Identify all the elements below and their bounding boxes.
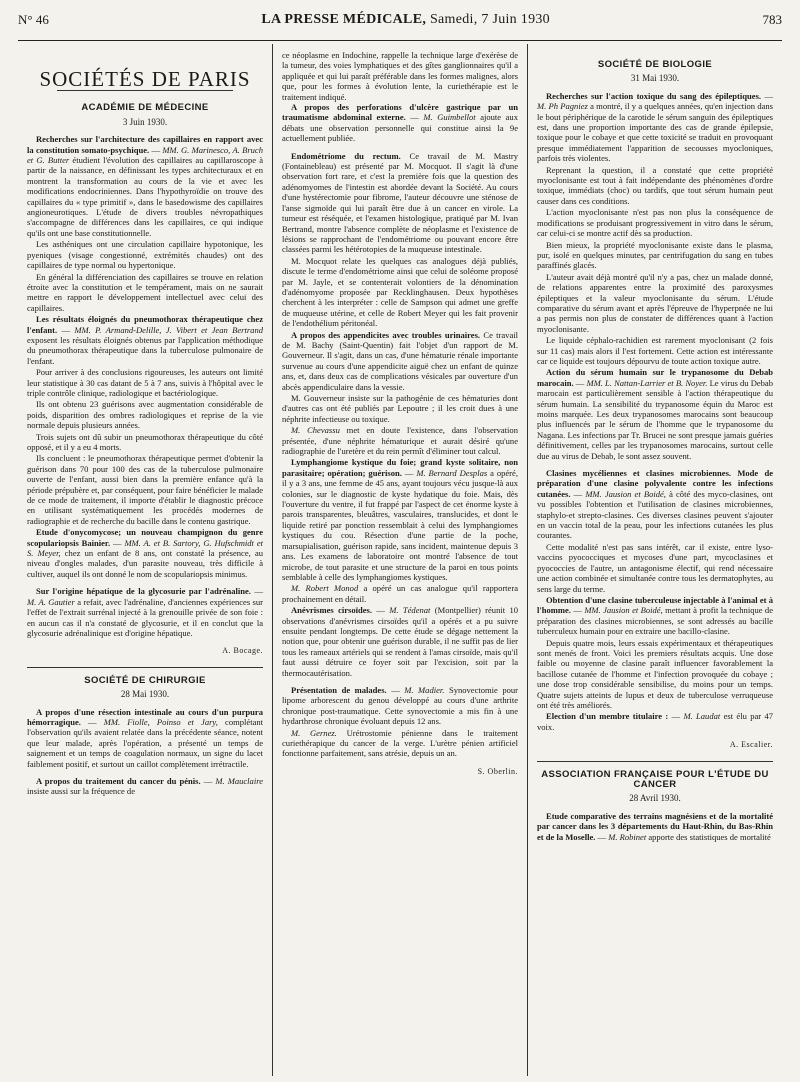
signature: A. Bocage.	[222, 646, 263, 656]
article-text: Ce travail de M. Bachy (Saint-Quentin) fait l'objet d'un rapport de M. Gouverneur. Il s'agit, dans un cas, d'une hématurie rénale importante survenue au cours d'une appendicite aiguë chez un enfant de quinze ans, et, dans deux cas de complications vésicales par ouverture d'un abcès appendiculaire dans la vessie.	[282, 329, 518, 392]
article-author: M. A. Gautier	[27, 596, 75, 607]
article-paragraph: Sur l'origine hépatique de la glycosurie par l'adrénaline. — M. A. Gautier a refait, avec l'adrénaline, d'anciennes expériences sur l'effet de l'extrait surrénal injecté à la grenouille privée de son foie : en aucun cas il n'a constaté de glycosurie, et il en conclut que la glycosurie adrénalinique est d'origine hépatique.	[27, 586, 264, 638]
article-paragraph: Etude comparative des terrains magnésiens et de la mortalité par cancer dans les 3 départements du Haut-Rhin, du Bas-Rhin et de la Moselle. — M. Robinet apporte des statistiques de mortalité	[537, 810, 773, 842]
article-author: MM. Fiolle, Poinso et Jary,	[103, 716, 218, 727]
body-paragraph	[27, 399, 263, 430]
body-paragraph	[27, 239, 263, 270]
society-heading: SOCIÉTÉ DE BIOLOGIE	[597, 59, 713, 70]
chirurgie-articles	[27, 707, 263, 797]
column-2	[272, 44, 527, 1076]
article-title: Les résultats éloignés du pneumothorax thérapeutique chez l'enfant.	[27, 314, 263, 335]
column-1	[18, 44, 272, 1076]
article-text: Urétrostomie pénienne dans le traitement curiethérapique du cancer de la verge. L'urètre pénien artificiel fonctionne parfaitement, sans atrésie, depuis un an.	[282, 727, 518, 759]
article-paragraph: Recherches sur l'architecture des capillaires en rapport avec la constitution somato-psychique. — MM. G. Marinesco, A. Bruch et G. Butter étudient l'évolution des capillaires au capillaroscope à partir de la naissance, en définissant les types architecturaux et en montrent la transformation au cours de la vie et avec les modifications endocriniennes. Dans l'hypothyroïdie on trouve des capillaires du « type primitif », dans le basedowisme des capillaires angioneurotiques. L'étude de divers troubles névropathiques s'accompagne de différences dans les capillaires, ce qui indique qu'ils ont une base constitutionnelle.	[27, 134, 263, 238]
signature: S. Oberlin.	[477, 766, 518, 776]
article-paragraph: Anévrismes cirsoïdes. — M. Tédenat (Montpellier) réunit 10 observations d'anévrismes cirsoïdes qu'il a opérés et a pu suivre ensuite pendant longtemps. De cette étude se dégage nettement la notion que, pour obtenir une guérison durable, il ne suffit pas de lier tous les rameaux artériels qui se rendent à l'amas cirsoïde, mais qu'il faut aussi détruire ce foyer soit par l'excision, soit par la thermocautérisation.	[282, 605, 519, 678]
academie-articles	[27, 134, 263, 638]
article-title: Présentation de malades.	[291, 684, 387, 695]
article-text: M. Gouverneur insiste sur la pathogénie de ces hématuries dont d'autres cas ont été publiés par Lepoutre ; il les croit dues à une néphrite infectieuse ou toxique.	[282, 393, 518, 424]
article-text: a opéré, il y a 3 ans, une femme de 45 ans, ayant toujours vécu jusque-là aux colonies, sur le diagnostic de kyste hydatique du foie. Mais, dès l'ouverture du ventre, il fut frappé par l'aspect de cet énorme kyste à parois transparentes, bleuâtres, vasculaires, translucides, et dont le liquide retiré par ponction ressemblait à celui des lymphangiomes kystiques du cou. Résection d'une partie de la poche, marsupialisation, guérison rapide, sans incident, maintenue depuis 3 ans. Les examens de laboratoire ont montré l'absence de tout microbe, de tout parasite et une structure de la paroi en tous points semblable à celle des lymphangiomes kystiques.	[282, 467, 518, 582]
body-paragraph	[537, 335, 773, 366]
body-paragraph	[537, 272, 773, 334]
article-paragraph: A propos du traitement du cancer du pénis. — M. Mauclaire insiste aussi sur la fréquence de	[27, 775, 264, 797]
body-paragraph	[282, 393, 518, 424]
chirurgie-articles-cont	[282, 102, 518, 759]
article-text: a montré, il y a quelques années, qu'en injection dans le bout périphérique de la carotide le sérum sanguin des épileptiques est, dans une proportion importante des cas de grande épilepsie, toxique pour le cobaye et que cette toxicité se traduit en provoquant presque immédiatement l'apparition de secousses myocloniques, parfois très violentes.	[537, 101, 774, 164]
article-text: Depuis quatre mois, leurs essais expérimentaux et thérapeutiques sont menés de front. Voici les premiers résultats acquis. Une dose faible ou moyenne de clasine paraît influencer favorablement la bacillose cutanée de l'homme et l'infection provoquée du cobaye ; une dose trop considérable sensibilise, du moins pour un temps. Quatre sujets atteints de lupus et deux de tuberculose verruqueuse ont été très améliorés.	[537, 637, 773, 710]
session-date: 31 Mai 1930.	[630, 73, 680, 84]
article-author: MM. P. Armand-Delille, J. Vibert et Jean Bertrand	[74, 324, 263, 335]
body-paragraph	[27, 453, 263, 526]
article-author: M. Laudat	[683, 711, 721, 722]
article-paragraph: Clasines mycéliennes et clasines microbiennes. Mode de préparation d'une clasine polyvalente contre les infections cutanées. — MM. Jausion et Boidé, à côté des myco-clasines, ont vu possibles l'obtention et l'utilisation de clasines microbiennes, staphylo-et strepto-clasines. Ces diverses clasines peuvent s'ajouter en un vaccin total de la peau, pour les infections cutanées les plus courantes.	[537, 468, 773, 541]
article-text: Reprenant la question, il a constaté que cette propriété myoclonisante est tout à fait indépendante des phénomènes d'ordre toxique, immédiats (choc) ou tardifs, que tout sérum humain peut causer dans ces conditions.	[537, 164, 773, 206]
columns	[18, 44, 782, 1076]
article-text: Bien mieux, la propriété myoclonisante existe dans le plasma, pur, isolé en quelques minutes, par centrifugation du sang en tubes paraffinés glacés.	[537, 239, 773, 271]
body-paragraph	[27, 367, 263, 398]
session-date: 28 Avril 1930.	[629, 793, 681, 804]
article-title: Election d'un membre titulaire :	[546, 711, 669, 722]
article-author: M. Bernard Desplas	[416, 467, 488, 478]
article-paragraph: Recherches sur l'action toxique du sang des épileptiques. — M. Ph Pagniez a montré, il y a quelques années, qu'en injection dans le bout périphérique de la carotide le sérum sanguin des épileptiques est, dans une proportion importante des cas de grande épilepsie, toxique pour le cobaye et que cette toxicité se traduit en provoquant presque immédiatement l'apparition de secousses myocloniques, parfois très violentes.	[537, 90, 774, 164]
issue-date: Samedi, 7 Juin 1930	[429, 12, 550, 27]
body-paragraph	[282, 256, 518, 329]
biologie-articles	[537, 91, 773, 732]
body-paragraph	[537, 638, 773, 711]
article-author: M. Madier.	[404, 684, 445, 695]
article-text: étudient l'évolution des capillaires au capillaroscope à partir de la naissance, en définissant les types architecturaux et en montrent la transformation au cours de la vie et avec les modifications endocriniennes. Dans l'hypothyroïdie on trouve des capillaires du « type primitif », dans le basedowisme des capillaires angioneurotiques. L'étude de divers troubles névropathiques s'accompagne de différences dans les capillaires, ce qui indique qu'ils ont une base constitutionnelle.	[27, 155, 263, 238]
article-paragraph: Election d'un membre titulaire : — M. Laudat est élu par 47 voix.	[537, 711, 773, 732]
article-author: MM. G. Marinesco, A. Bruch et G. Butter	[27, 144, 263, 166]
article-title: Etude comparative des terrains magnésiens et de la mortalité par cancer dans les 3 départements du Haut-Rhin, du Bas-Rhin et de la Moselle.	[537, 810, 773, 842]
header-rule	[18, 40, 782, 41]
article-text: complétant l'observation qu'ils avaient relatée dans la précédente séance, notent que leur malade, après l'opération, a présenté un temps de saignement et un temps de coagulation normaux, un signe du lacet faiblement positif, et surtout un caillot complètement irrétractile.	[27, 716, 264, 769]
article-text: Cette modalité n'est pas sans intérêt, car il existe, entre lyso-vaccins pyococciques et mycoses d'une part, mycoclasines et pyococcies de l'autre, un antagonisme électif, qui rend nécessaire une action combinée et simultanée contre tous les dermatophytes, au sens large du terme.	[537, 541, 773, 594]
article-title: Etude d'onycomycose; un nouveau champignon du genre scopulariopsis Bainier.	[27, 527, 263, 548]
article-title: Recherches sur l'architecture des capillaires en rapport avec la constitution somato-psychique.	[27, 134, 263, 155]
article-author: M. Guimbellot	[423, 112, 476, 123]
article-text: apporte des statistiques de mortalité	[648, 831, 771, 842]
article-text: ajoute aux débats une observation personnelle qui constitue ainsi la 9e actuellement publiée.	[282, 112, 518, 144]
article-author: M. Robert Monod	[291, 583, 359, 594]
article-text: M. Mocquot relate les quelques cas analogues déjà publiés, discute le terme d'endométriome ainsi que celui de soléome proposé par M. Jayle, et se contenterait volontiers de la dénomination d'adénomyome proposée par Recklinghausen. Deux hypothèses cherchent à les interpréter : celle de Sampson qui admet une greffe de muqueuse utérine, et celle de Robert Meyer qui les fait provenir de l'endothélium péritonéal.	[282, 255, 518, 329]
running-title	[261, 12, 550, 28]
article-paragraph: Présentation de malades. — M. Madier. Synovectomie pour lipome arborescent du genou développé au cours d'une arthrite chronique post-traumatique. Cette synovectomie a mis fin à une hydarthrose chronique évoluant depuis 12 ans.	[282, 684, 519, 727]
article-text: Pour arriver à des conclusions rigoureuses, les auteurs ont limité leur statistique à 30 cas datant de 5 à 7 ans, suivis à l'hôpital avec le triple contrôle clinique, radiologique et bactériologique.	[27, 367, 263, 398]
article-text: est élu par 47 voix.	[537, 711, 773, 732]
body-paragraph	[282, 583, 518, 604]
article-title: Lymphangiome kystique du foie; grand kyste solitaire, non parasitaire; opération; guérison.	[282, 457, 518, 478]
body-paragraph	[537, 542, 773, 594]
article-text: a refait, avec l'adrénaline, d'anciennes expériences sur l'effet de l'extrait surrénal injecté à la grenouille privée de son foie : en aucun cas il n'a constaté de glycosurie, et il en conclut que la glycosurie adrénalinique est d'origine hépatique.	[27, 596, 264, 638]
article-text: met en doute l'existence, dans l'observation présentée, d'une néphrite hématurique et aurait désiré qu'une radiographie de l'uretère et du rein permît d'éliminer tout calcul.	[282, 425, 518, 457]
page-number: 783	[762, 12, 782, 27]
article-text: mettant à profit la technique de préparation des clasines microbiennes, se sont adressés au bacille tuberculeux humain pour en extraire une bacillo-clasine.	[537, 605, 773, 637]
article-paragraph	[282, 151, 518, 255]
article-author: MM. Jausion et Boidé,	[584, 605, 663, 616]
article-text: Le liquide céphalo-rachidien est rarement myoclonisant (2 fois sur 11 cas) mais alors il l'est fortement. Cette action est intéressante car ce liquide est toujours dépourvu de toute action toxique autre.	[537, 335, 773, 366]
body-paragraph	[27, 272, 263, 314]
article-author: MM. L. Nattan-Larrier et B. Noyer.	[586, 377, 708, 388]
society-heading: ACADÉMIE DE MÉDECINE	[81, 102, 209, 114]
article-title: Endométriome du rectum.	[291, 150, 401, 161]
article-text: a opéré un cas analogue qu'il rapportera prochainement en détail.	[282, 583, 518, 604]
article-text: Le virus du Debab marocain est particulièrement sensible à l'action thérapeutique du sérum humain. La sensibilité du trypanosome équin du Maroc est moins marquée. Les deux trypanosomes marocains sont beaucoup plus influencés par le sérum de l'homme que le trypanosome du Nagana. Les infections par Tr. Brucei ne sont presque jamais guéries définitivement, celles par les trypanosomes marocains, surtout celle due au virus de Debab, le sont assez souvent.	[537, 377, 773, 461]
continued-paragraph: ce néoplasme en Indochine, rappelle la technique large d'exérèse de la tumeur, des voies lymphatiques et des gîtes ganglionnaires qu'il a appliquée et qui lui paraît préférable dans les formes malignes, alors que, pour les formes à évolution lente, la curiethérapie est le traitement indiqué.	[282, 50, 518, 102]
signature: A. Escalier.	[729, 740, 773, 750]
article-author: M. Mauclaire	[215, 775, 264, 786]
article-title: Action du sérum humain sur le trypanosome du Debab marocain.	[537, 367, 773, 388]
article-text: Les asthéniques ont une circulation capillaire hypotonique, les pyeniques (visage congestionné, extrémités chaudes) ont des capillaires de type normal ou hypertonique.	[27, 239, 263, 271]
society-heading: ASSOCIATION FRANÇAISE POUR L'ÉTUDE DU CANCER	[541, 768, 769, 790]
article-text: à côté des myco-clasines, ont vu possibles l'obtention et l'utilisation de clasines microbiennes, staphylo-et strepto-clasines. Ces diverses clasines peuvent s'ajouter en un vaccin total de la peau, pour les infections cutanées les plus courantes.	[537, 488, 773, 541]
body-paragraph	[27, 432, 263, 453]
article-paragraph: Action du sérum humain sur le trypanosome du Debab marocain. — MM. L. Nattan-Larrier et B. Noyer. Le virus du Debab marocain est particulièrement sensible à l'action thérapeutique du sérum humain. La sensibilité du trypanosome équin du Maroc est moins marquée. Les deux trypanosomes marocains sont beaucoup plus influencés par le sérum de l'homme que le trypanosome du Nagana. Les infections par Tr. Brucei ne sont presque jamais guéries définitivement, celles par les trypanosomes marocains, surtout celle due au virus de Debab, le sont assez souvent.	[537, 367, 773, 461]
article-text: En général la différenciation des capillaires se trouve en relation étroite avec la constitution et le tempérament, mais on ne saurait mettre en rapport le développement intellectuel avec celui des capillaires.	[27, 271, 263, 313]
article-title: Anévrismes cirsoïdes.	[291, 605, 373, 616]
article-title: A propos des appendicites avec troubles urinaires.	[291, 329, 481, 340]
society-heading: SOCIÉTÉ DE CHIRURGIE	[84, 674, 206, 686]
article-paragraph: Les résultats éloignés du pneumothorax thérapeutique chez l'enfant. — MM. P. Armand-Delille, J. Vibert et Jean Bertrand exposent les résultats éloignés obtenus par l'application méthodique du pneumothorax thérapeutique dans la tuberculose pulmonaire de l'enfant.	[27, 314, 263, 366]
body-paragraph	[282, 728, 518, 759]
article-author: M. Robinet	[608, 831, 647, 842]
article-text: insiste aussi sur la fréquence de	[27, 786, 135, 797]
page-header	[18, 0, 782, 40]
article-text: Synovectomie pour lipome arborescent du genou développé au cours d'une arthrite chronique post-traumatique. Cette synovectomie a mis fin à une hydarthrose chronique évoluant depuis 12 ans.	[282, 684, 519, 727]
article-author: M. Chevassu	[291, 425, 340, 436]
article-title: Sur l'origine hépatique de la glycosurie par l'adrénaline.	[36, 586, 251, 597]
session-date: 28 Mai 1930.	[120, 689, 170, 700]
article-paragraph: A propos des perforations d'ulcère gastrique par un traumatisme abdominal externe. — M. Guimbellot ajoute aux débats une observation personnelle qui constitue ainsi la 9e actuellement publiée.	[282, 102, 518, 144]
article-text: L'auteur avait déjà montré qu'il n'y a pas, chez un malade donné, de relations apparentes entre la proximité des paroxysmes épileptiques et la valeur myoclonisante du sérum. L'étude comparative du sérum avant et après l'épreuve de l'hyperpnée ne lui a pas permis non plus de constater de différences quant à l'action myoclonisante.	[537, 271, 773, 334]
society-separator	[537, 761, 773, 762]
article-paragraph: Obtention d'une clasine tuberculeuse injectable à l'animal et à l'homme. — MM. Jausion et Boidé, mettant à profit la technique de préparation des clasines microbiennes, se sont adressés au bacille tuberculeux humain pour en extraire une bacillo-clasine.	[537, 594, 773, 637]
article-paragraph: A propos d'une résection intestinale au cours d'un purpura hémorragique. — MM. Fiolle, Poinso et Jary, complétant l'observation qu'ils avaient relatée dans la précédente séance, notent que leur malade, après l'opération, a présenté un temps de saignement et un temps de coagulation normaux, un signe du lacet faiblement positif, et surtout un caillot complètement irrétractile.	[27, 706, 264, 769]
article-author: M. Gernez.	[291, 727, 337, 738]
article-text: Trois sujets ont dû subir un pneumothorax thérapeutique du côté opposé, et il y a eu 4 morts.	[27, 431, 263, 452]
article-text: (Montpellier) réunit 10 observations d'anévrismes cirsoïdes qu'il a opérés et a pu suivre ensuite pendant longtemps. De cette étude se dégage nettement la notion que, pour obtenir une guérison durable, il ne suffit pas de lier tous les rameaux artériels qui se rendent à l'amas cirsoïde, mais qu'il faut aussi détruire ce foyer soit par l'excision, soit par la thermocautérisation.	[282, 605, 519, 678]
session-date: 3 Juin 1930.	[122, 116, 168, 127]
article-text: Ce travail de M. Mastry (Fontainebleau) est présenté par M. Mocquot. Il s'agit là d'une observation fort rare, et c'est la première fois que la question des adénomyomes de l'intestin est abordée devant la Société. Au cours d'une hystérectomie pour fibrome, l'auteur découvre une sténose de l'anse sigmoïde qui lui paraît être due à un cancer en virole. La tumeur est réséquée, et l'examen histologique, pratiqué par M. Ivan Bertrand, montre l'absence complète de néoplasme et l'existence de lésions se rapprochant de l'endométriome ou pouvant encore être classées parmi les hétérotopies de la muqueuse intestinale.	[282, 150, 518, 255]
article-text: Ils concluent : le pneumothorax thérapeutique permet d'obtenir la guérison dans 70 pour 100 des cas de la tuberculose pulmonaire ouverte de l'enfant, aussi bien dans la première enfance qu'à la période prépubère et, par conséquent, pour faire bénéficier le malade de ce mode de traitement, il importe d'établir le diagnostic précoce en utilisant systématiquement les procédés modernes de radiographie et de recherche du bacille dans le contenu gastrique.	[27, 453, 263, 526]
article-text: chez un enfant de 8 ans, ont constaté la présence, au niveau d'ongles malades, d'un parasite nouveau, très difficile à cultiver, auquel ils ont donné le nom de scopulariopsis minimus.	[27, 548, 264, 579]
article-title: A propos des perforations d'ulcère gastrique par un traumatisme abdominal externe.	[282, 102, 518, 123]
society-separator	[27, 667, 263, 668]
article-title: A propos du traitement du cancer du pénis.	[36, 775, 201, 786]
body-paragraph	[537, 207, 773, 238]
cancer-articles	[537, 811, 773, 842]
article-author: M. Ph Pagniez	[537, 101, 588, 112]
body-paragraph	[537, 165, 773, 207]
article-author: MM. A. et B. Sartory, G. Hufschmidt et S. Meyer,	[27, 537, 263, 559]
article-text: exposent les résultats éloignés obtenus par l'application méthodique du pneumothorax thérapeutique dans la tuberculose pulmonaire de l'enfant.	[27, 334, 263, 366]
article-text: Ils ont obtenu 23 guérisons avec augmentation considérable de poids, disparition des ombres radiologiques et reprise de la vie normale depuis plusieurs années.	[27, 399, 263, 431]
body-paragraph	[282, 425, 518, 456]
article-author: M. Tédenat	[389, 605, 431, 616]
article-title: Recherches sur l'action toxique du sang des épileptiques.	[546, 90, 762, 101]
article-title: Obtention d'une clasine tuberculeuse injectable à l'animal et à l'homme.	[537, 594, 773, 616]
article-title: Clasines mycéliennes et clasines microbiennes. Mode de préparation d'une clasine polyvalente contre les infections cutanées.	[537, 468, 773, 499]
body-paragraph	[537, 240, 773, 271]
article-paragraph	[282, 330, 518, 392]
article-title: A propos d'une résection intestinale au cours d'un purpura hémorragique.	[27, 706, 263, 727]
section-title: SOCIÉTÉS DE PARIS	[39, 67, 251, 91]
article-text: L'action myoclonisante n'est pas non plus la conséquence de modifications se produisant progressivement in vitro dans le sérum, car celui-ci se montre actif dès sa production.	[537, 207, 773, 239]
article-paragraph: Etude d'onycomycose; un nouveau champignon du genre scopulariopsis Bainier. — MM. A. et B. Sartory, G. Hufschmidt et S. Meyer, chez un enfant de 8 ans, ont constaté la présence, au niveau d'ongles malades, d'un parasite nouveau, très difficile à cultiver, auquel ils ont donné le nom de scopulariopsis minimus.	[27, 527, 264, 579]
article-paragraph: Lymphangiome kystique du foie; grand kyste solitaire, non parasitaire; opération; guérison. — M. Bernard Desplas a opéré, il y a 3 ans, une femme de 45 ans, ayant toujours vécu jusque-là aux colonies, sur le diagnostic de kyste hydatique du foie. Mais, dès l'ouverture du ventre, il fut frappé par l'aspect de cet énorme kyste à parois transparentes, bleuâtres, vasculaires, translucides, et dont le liquide retiré par ponction ressemblait à celui des lymphangiomes kystiques du cou. Résection d'une partie de la poche, marsupialisation, guérison rapide, sans incident, maintenue depuis 3 ans. Les examens de laboratoire ont montré l'absence de tout microbe, de tout parasite et une structure de la paroi en tous points semblable à celle des lymphangiomes kystiques.	[282, 457, 518, 582]
column-3	[527, 44, 782, 1076]
issue-number: N° 46	[18, 12, 49, 27]
journal-name: LA PRESSE MÉDICALE,	[261, 12, 427, 27]
article-author: MM. Jausion et Boidé,	[585, 488, 666, 499]
